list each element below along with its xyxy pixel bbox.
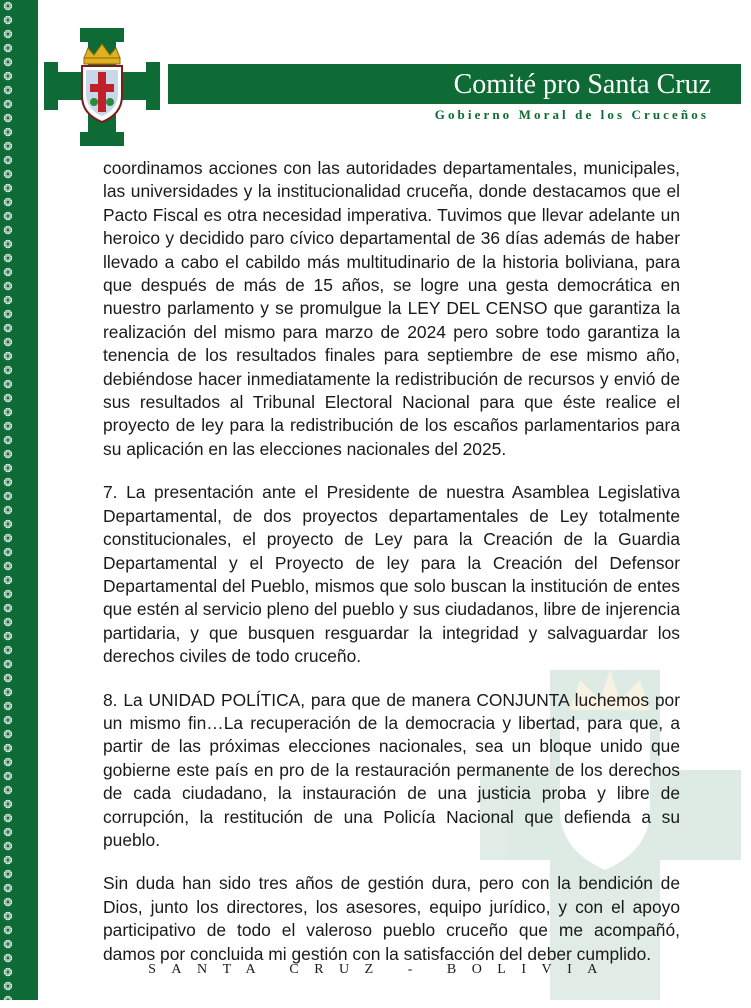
wave-border-pattern-icon: ❂ ❂ ❂ ❂ ❂ ❂ ❂ ❂ ❂ ❂ ❂ ❂ ❂ ❂ ❂ ❂ ❂ ❂ ❂ ❂ ❂ ❂ ❂ ❂ ❂ ❂ ❂ ❂ ❂ ❂ ❂ ❂ ❂ ❂ ❂ ❂ ❂ ❂ ❂ ❂ ❂ ❂ ❂ ❂ ❂ ❂ ❂ ❂ ❂ ❂ ❂ ❂ ❂ ❂ ❂ ❂ ❂ ❂ ❂ ❂ ❂ ❂ ❂ ❂ ❂ ❂ ❂ ❂ ❂ ❂ ❂ ❂ bbox=[3, 0, 13, 1007]
paragraph-item-8: 8. La UNIDAD POLÍTICA, para que de manera CONJUNTA luchemos por un mismo fin…La recuperación de la democracia y libertad, para que, a partir de las próximas elecciones nacionales, sea un bloque unido que gobierne este país en pro de la restauración permanente de los derechos de cada ciudadano, la instauración de una justicia proba y libre de corrupción, la restitución de una Policía Nacional que defienda a su pueblo. bbox=[103, 689, 680, 850]
header-bar bbox=[168, 64, 741, 104]
header-title: Comité pro Santa Cruz bbox=[453, 69, 711, 100]
left-border-band bbox=[0, 0, 38, 1007]
santa-cruz-cross-emblem-icon bbox=[44, 28, 160, 146]
paragraph-census-law: coordinamos acciones con las autoridades departamentales, municipales, las universidades y la institucionalidad cruceña, donde destacamos que el Pacto Fiscal es otra necesidad imperativa. Tuvimos que llevar adelante un heroico y decidido paro cívico departamental de 36 días además de haber llevado a cabo el cabildo más multitudinario de la historia boliviana, para que después de más de 15 años, se logre una gesta democrática en nuestro parlamento y se promulgue la LEY DEL CENSO que garantiza la realización del mismo para marzo de 2024 pero sobre todo garantiza la tenencia de los resultados finales para septiembre de ese mismo año, debiéndose hacer inmediatamente la redistribución de recursos y envió de sus resultados al Tribunal Electoral Nacional para que éste realice el proyecto de ley para la redistribución de los escaños parlamentarios para su aplicación en las elecciones nacionales del 2025. bbox=[103, 158, 680, 459]
paragraph-item-7: 7. La presentación ante el Presidente de nuestra Asamblea Legislativa Departamental, de dos proyectos departamentales de Ley totalmente constitucionales, el proyecto de Ley para la Creación de la Guardia Departamental y el Proyecto de ley para la Creación del Defensor Departamental del Pueblo, mismos que solo buscan la institución de entes que estén al servicio pleno del pueblo y sus ciudadanos, libre de injerencia partidaria, y que busquen resguardar la integridad y salvaguardar los derechos civiles de todo cruceño. bbox=[103, 482, 680, 667]
header-subtitle: Gobierno Moral de los Cruceños bbox=[434, 107, 709, 122]
paragraph-closing: Sin duda han sido tres años de gestión dura, pero con la bendición de Dios, junto los directores, los asesores, equipo jurídico, y con el apoyo participativo de todo el valeroso pueblo cruceño que me acompañó, damos por concluida mi gestión con la satisfacción del deber cumplido. bbox=[103, 873, 680, 964]
document-body bbox=[103, 157, 680, 986]
footer-location: SANTA CRUZ - BOLIVIA bbox=[148, 962, 613, 977]
